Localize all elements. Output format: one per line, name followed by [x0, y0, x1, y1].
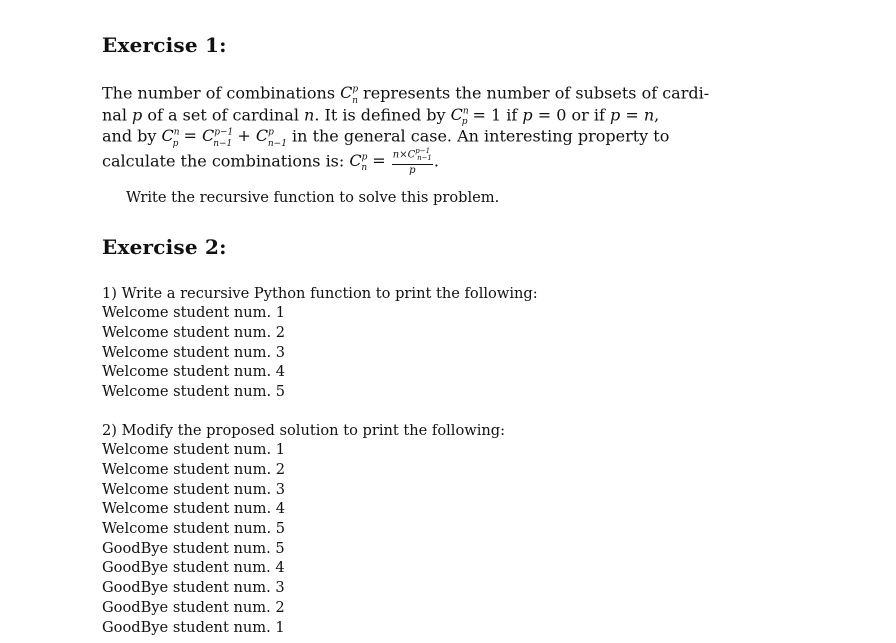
exercise-2-task-2 — [102, 421, 642, 638]
recurrence-formula: $C^n_p = C^{p-1}_{n-1} + C^p_{n-1}$ — [161, 126, 287, 149]
exercise-1-line-2: nal p of a set of cardinal n. It is defined by $C^n_p = 1$ if p = 0 or if p = n, — [102, 104, 660, 128]
property-fraction: $\frac{n\times C^{p-1}_{n-1}}{p}$ — [392, 147, 432, 177]
exercise-1-title: Exercise 1: — [102, 33, 227, 57]
exercise-1-instruction: Write the recursive function to solve this problem. — [126, 188, 500, 206]
output-line: Welcome student num. 3 — [102, 480, 286, 498]
output-line: Welcome student num. 1 — [102, 441, 286, 459]
output-line: Welcome student num. 2 — [102, 461, 286, 478]
exercise-1-line-3: and by $C^n_p = C^{p-1}_{n-1} + C^p_{n-1}$ in the general case. An interesting property to — [102, 126, 670, 149]
exercise-1-line-4: calculate the combinations is: $C^p_n$ = $\frac{n\times C^{p-1}_{n-1}}{p}$ . — [102, 147, 439, 177]
task-1-intro: 1) Write a recursive Python function to print the following: — [102, 284, 538, 302]
output-line: GoodBye student num. 4 — [102, 559, 285, 577]
exercise-2-title: Exercise 2: — [102, 234, 227, 259]
task-2-intro: 2) Modify the proposed solution to print the following: — [102, 421, 506, 439]
exercise-1-line-1: The number of combinations $C^p_n$ represents the number of subsets of cardi- — [102, 83, 710, 106]
exercise-2-task-1 — [102, 284, 642, 402]
output-line: Welcome student num. 5 — [102, 382, 286, 400]
exercise-1-paragraph — [102, 80, 710, 177]
output-line: Welcome student num. 5 — [102, 520, 286, 538]
output-line: Welcome student num. 4 — [102, 363, 286, 381]
output-line: GoodBye student num. 2 — [102, 598, 285, 616]
output-line: Welcome student num. 1 — [102, 304, 286, 322]
document-page — [102, 30, 710, 637]
output-line: GoodBye student num. 5 — [102, 539, 285, 557]
output-line: GoodBye student num. 3 — [102, 579, 285, 597]
output-line: Welcome student num. 2 — [102, 323, 286, 341]
output-line: GoodBye student num. 1 — [102, 618, 285, 636]
combination-symbol: $C^p_n$ — [340, 83, 359, 106]
output-line: Welcome student num. 4 — [102, 500, 286, 518]
output-line: Welcome student num. 3 — [102, 343, 286, 361]
